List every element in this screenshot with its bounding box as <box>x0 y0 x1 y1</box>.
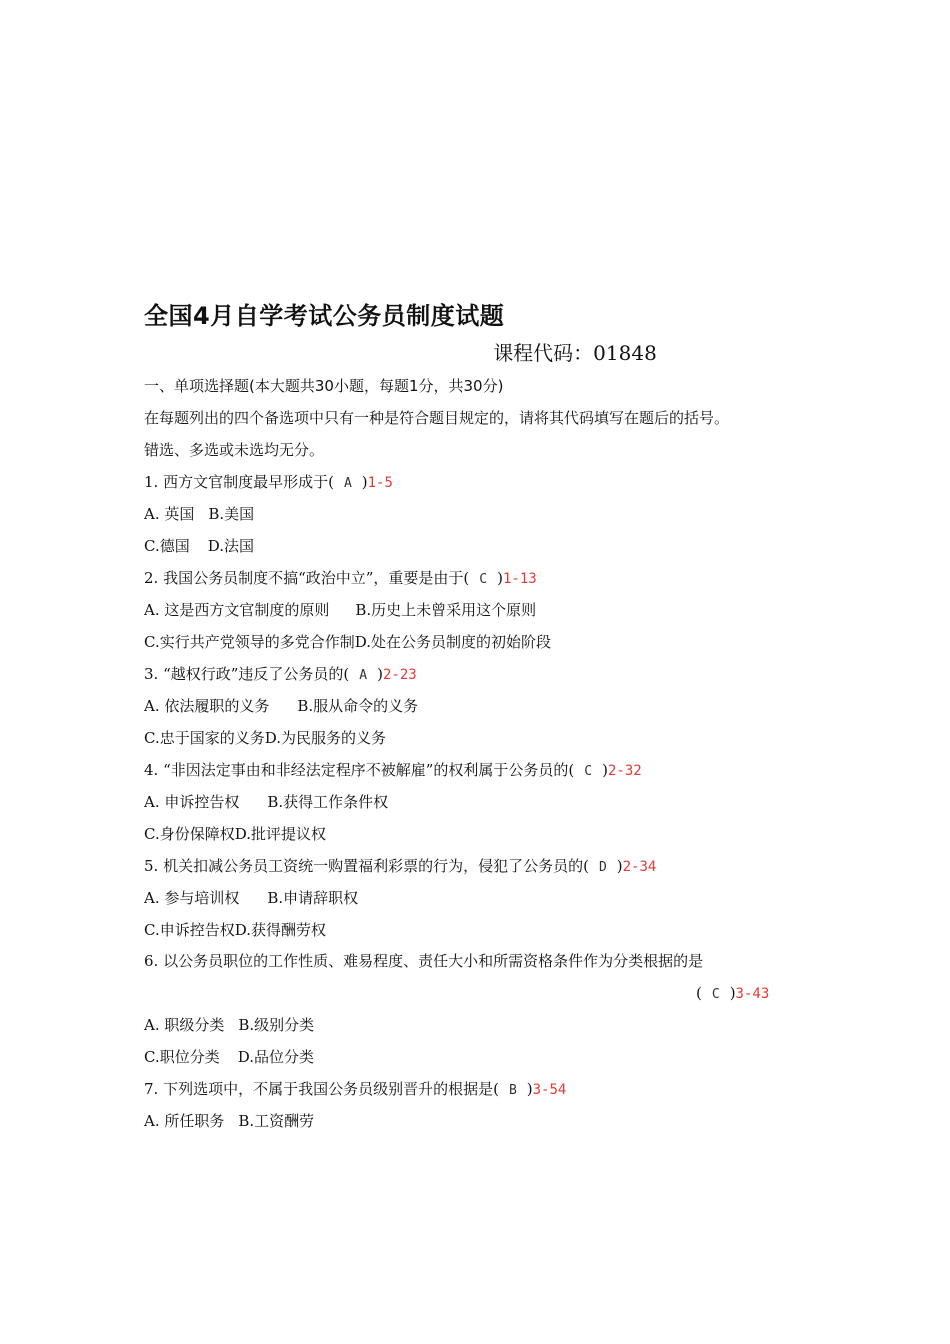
option-d: D.为民服务的义务 <box>264 729 386 747</box>
question-3-options-ab <box>144 696 418 716</box>
question-stem: 5. 机关扣减公务员工资统一购置福利彩票的行为，侵犯了公务员的( <box>144 857 589 875</box>
option-a: A. 依法履职的义务 <box>144 697 270 715</box>
question-reference: 3-54 <box>532 1082 567 1098</box>
question-4-options-ab <box>144 792 388 812</box>
question-stem: 1. 西方文官制度最早形成于( <box>144 473 334 491</box>
question-close: ) <box>497 569 503 587</box>
question-close: ) <box>526 1080 533 1098</box>
option-d: D.品位分类 <box>237 1048 314 1066</box>
option-b: B.申请辞职权 <box>267 889 359 907</box>
question-5 <box>144 856 656 878</box>
exam-title: 全国4月自学考试公务员制度试题 <box>144 302 505 330</box>
question-answer: B <box>508 1083 517 1098</box>
question-3 <box>144 664 417 686</box>
option-b: B.美国 <box>208 505 255 523</box>
question-2-options-ab <box>144 600 536 620</box>
question-answer: A <box>359 668 368 683</box>
question-6-answer-line <box>696 983 769 1005</box>
question-3-options-cd <box>144 728 386 748</box>
question-answer: C <box>479 572 488 587</box>
option-b: B.工资酬劳 <box>238 1112 315 1130</box>
option-c: C.身份保障权 <box>144 825 235 843</box>
option-c: C.忠于国家的义务 <box>144 729 265 747</box>
question-close: ) <box>616 857 623 875</box>
question-4-options-cd <box>144 824 326 844</box>
option-a: A. 参与培训权 <box>144 889 240 907</box>
option-a: A. 这是西方文官制度的原则 <box>144 601 330 619</box>
section-instruction-2: 错选、多选或未选均无分。 <box>144 441 325 459</box>
question-stem: 6. 以公务员职位的工作性质、难易程度、责任大小和所需资格条件作为分类根据的是 <box>144 952 704 970</box>
option-c: C.职位分类 <box>144 1048 220 1066</box>
option-b: B.获得工作条件权 <box>267 793 389 811</box>
question-open: ( <box>696 984 702 1002</box>
option-a: A. 英国 <box>144 505 195 523</box>
question-4 <box>144 760 642 782</box>
question-reference: 3-43 <box>735 986 770 1002</box>
question-answer: C <box>584 764 593 779</box>
section-instruction-1: 在每题列出的四个备选项中只有一种是符合题目规定的，请将其代码填写在题后的括号。 <box>144 409 730 427</box>
option-d: D.获得酬劳权 <box>234 921 326 939</box>
question-reference: 2-34 <box>622 859 657 875</box>
question-6 <box>144 951 703 971</box>
question-2-options-cd <box>144 632 551 652</box>
question-7 <box>144 1079 566 1101</box>
option-c: C.实行共产党领导的多党合作制 <box>144 633 355 651</box>
question-1-options-cd <box>144 536 254 556</box>
course-code-text: 课程代码：01848 <box>493 341 657 365</box>
question-stem: 2. 我国公务员制度不搞“政治中立”，重要是由于( <box>144 569 470 587</box>
option-a: A. 职级分类 <box>144 1016 225 1034</box>
question-1 <box>144 472 393 494</box>
question-close: ) <box>602 761 608 779</box>
question-reference: 1-13 <box>502 571 537 587</box>
question-reference: 2-23 <box>382 667 417 683</box>
option-a: A. 申诉控告权 <box>144 793 240 811</box>
option-d: D.处在公务员制度的初始阶段 <box>354 633 551 651</box>
question-answer: C <box>711 987 720 1002</box>
question-7-options-ab <box>144 1111 314 1131</box>
question-close: ) <box>361 473 368 491</box>
question-2 <box>144 568 537 590</box>
question-answer: D <box>598 860 607 875</box>
question-1-options-ab <box>144 504 254 524</box>
option-b: B.历史上未曾采用这个原则 <box>355 601 537 619</box>
question-reference: 2-32 <box>607 763 642 779</box>
option-b: B.服从命令的义务 <box>297 697 419 715</box>
option-d: D.批评提议权 <box>234 825 326 843</box>
question-stem: 3. “越权行政”违反了公务员的( <box>144 665 350 683</box>
question-close: ) <box>377 665 383 683</box>
question-6-options-cd <box>144 1047 314 1067</box>
question-stem: 4. “非因法定事由和非经法定程序不被解雇”的权利属于公务员的( <box>144 761 575 779</box>
option-b: B.级别分类 <box>238 1016 315 1034</box>
option-c: C.德国 <box>144 537 190 555</box>
question-close: ) <box>729 984 736 1002</box>
question-6-options-ab <box>144 1015 314 1035</box>
option-d: D.法国 <box>207 537 254 555</box>
section-heading: 一、单项选择题(本大题共30小题，每题1分，共30分) <box>144 377 504 395</box>
question-5-options-cd <box>144 920 326 940</box>
question-answer: A <box>343 476 352 491</box>
option-a: A. 所任职务 <box>144 1112 225 1130</box>
question-reference: 1-5 <box>367 475 393 491</box>
course-code <box>0 337 950 366</box>
question-stem: 7. 下列选项中，不属于我国公务员级别晋升的根据是( <box>144 1080 499 1098</box>
option-c: C.申诉控告权 <box>144 921 235 939</box>
question-5-options-ab <box>144 888 358 908</box>
